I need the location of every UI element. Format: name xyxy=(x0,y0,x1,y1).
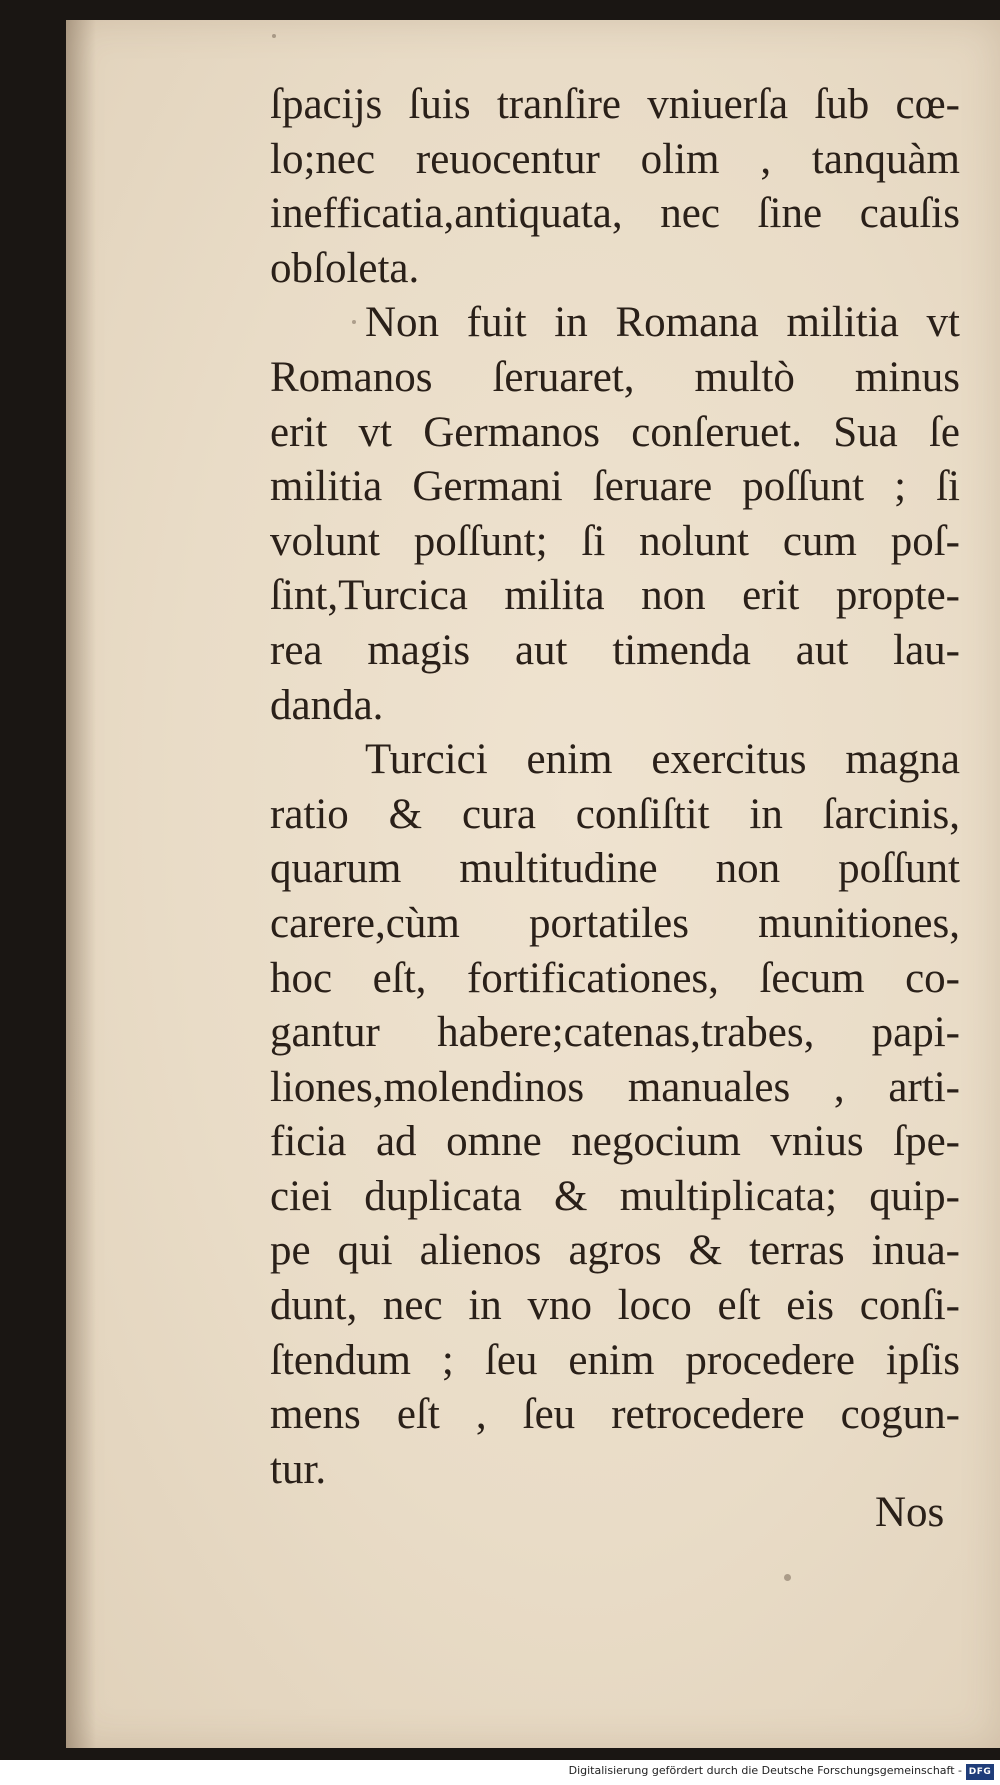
text-line: carere,cùm portatiles munitiones, xyxy=(270,899,960,947)
text-line: liones,molendinos manuales , arti- xyxy=(270,1063,960,1111)
digitization-footer xyxy=(0,1760,1000,1785)
catchword: Nos xyxy=(875,1489,945,1536)
paper-speck xyxy=(352,320,356,324)
text-line: ratio & cura conſiſtit in ſarcinis, xyxy=(270,790,960,838)
paper-speck xyxy=(784,1574,791,1581)
paper-speck xyxy=(272,34,276,38)
text-line: ſpacijs ſuis tranſire vniuerſa ſub cœ- xyxy=(270,81,960,128)
text-line: danda. xyxy=(270,681,384,729)
text-line: ficia ad omne negocium vnius ſpe- xyxy=(270,1118,960,1166)
text-line: pe qui alienos agros & terras inua- xyxy=(270,1227,960,1275)
text-line: gantur habere;catenas,trabes, papi- xyxy=(270,1009,960,1057)
text-line: rea magis aut timenda aut lau- xyxy=(270,626,960,674)
text-line: Romanos ſeruaret, multò minus xyxy=(270,353,960,401)
text-line: militia Germani ſeruare poſſunt ; ſi xyxy=(270,463,960,511)
text-line: quarum multitudine non poſſunt xyxy=(270,845,960,893)
text-line: volunt poſſunt; ſi nolunt cum poſ- xyxy=(270,517,960,565)
paragraph-first-line: Turcici enim exercitus magna xyxy=(365,736,960,784)
text-line: lo;nec reuocentur olim , tanquàm xyxy=(270,135,960,183)
text-line: ciei duplicata & multiplicata; quip- xyxy=(270,1172,960,1220)
footer-credit: Digitalisierung gefördert durch die Deutsche Forschungsgemeinschaft - xyxy=(568,1764,962,1777)
text-line: tur. xyxy=(270,1445,327,1493)
text-line: dunt, nec in vno loco eſt eis conſi- xyxy=(270,1282,960,1330)
body-text xyxy=(270,78,960,1497)
paragraph-first-line: Non fuit in Romana militia vt xyxy=(365,299,960,347)
text-line: obſoleta. xyxy=(270,244,420,292)
text-line: ſint,Turcica milita non erit propte- xyxy=(270,572,960,620)
dfg-logo: DFG xyxy=(966,1764,994,1780)
text-line: erit vt Germanos conſeruet. Sua ſe xyxy=(270,408,960,456)
text-line: inefficatia,antiquata, nec ſine cauſis xyxy=(270,190,960,238)
text-line: hoc eſt, fortificationes, ſecum co- xyxy=(270,954,960,1002)
text-line: mens eſt , ſeu retrocedere cogun- xyxy=(270,1391,960,1439)
text-line: ſtendum ; ſeu enim procedere ipſis xyxy=(270,1336,960,1384)
